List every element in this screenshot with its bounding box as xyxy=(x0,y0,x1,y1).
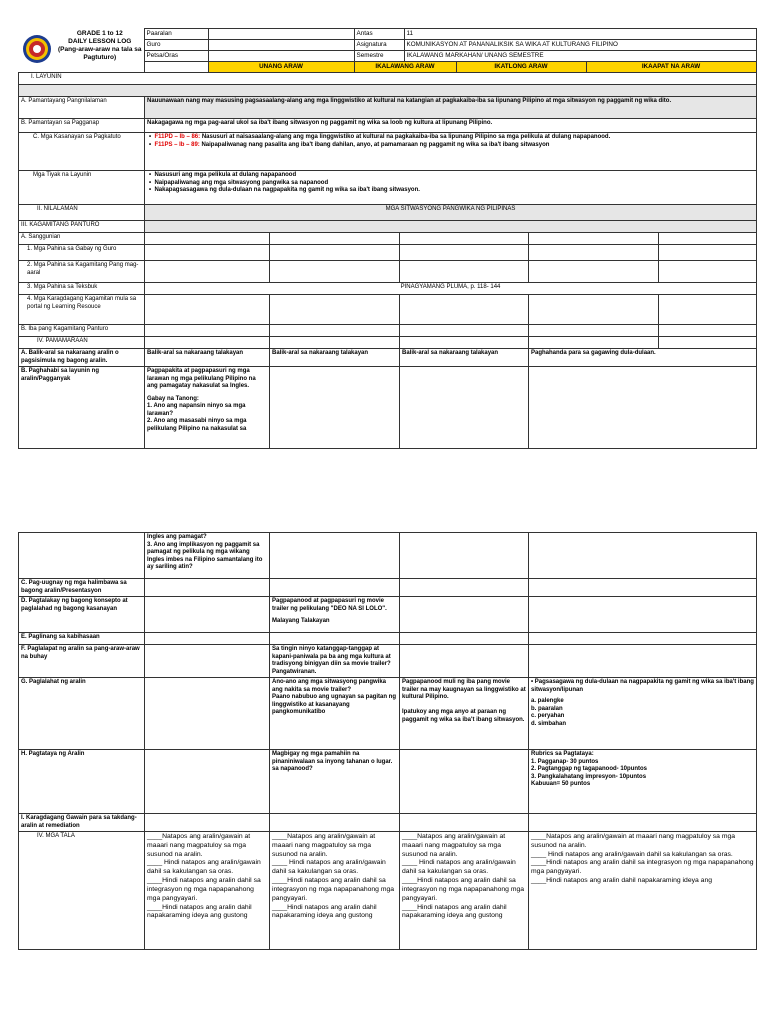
pamantayang-pangnilalaman-text: Nauunawaan nang may masusing pagsasaalang-alang ang mga linggwistiko at kultural na katangian at pagkakaiba-iba sa lipunang Pilipino at mga sitwasyon ng paggamit ng wika dito. xyxy=(145,97,757,119)
gabay-ng-guro-label: 1. Mga Pahina sa Gabay ng Guro xyxy=(19,245,145,261)
day-2-header: IKALAWANG ARAW xyxy=(354,62,456,73)
pagtataya-rubrics: Rubrics sa Pagtataya: 1. Pagganap- 30 puntos 2. Pagtanggap ng tagapanood- 10puntos 3. Pangkalahatang impresyon- 10puntos Kabuuan= 50 puntos xyxy=(529,750,757,814)
paghahabi-day1-intro: Pagpapakita at pagpapasuri ng mga larawan ng mga pelikulang Pilipino na ang pamagatay nakasulat sa Ingles. xyxy=(147,368,256,389)
asignatura-value: KOMUNIKASYON AT PANANALIKSIK SA WIKA AT KULTURANG FILIPINO xyxy=(404,40,756,51)
pamantayang-pangnilalaman-label: A. Pamantayang Pangnilalaman xyxy=(19,97,145,119)
guro-label: Guro xyxy=(144,40,208,51)
guro-value[interactable] xyxy=(208,40,354,51)
tiyak-na-layunin-list xyxy=(145,171,757,205)
nilalaman-text: MGA SITWASYONG PANGWIKA NG PILIPINAS xyxy=(145,205,757,221)
day-header-spacer xyxy=(144,62,208,73)
tiyak-item: • Naipapaliwanag ang mga sitwasyong pangwika sa napanood xyxy=(149,179,329,186)
sanggunian-label: A. Sanggunian xyxy=(19,233,145,245)
balik-aral-day4: Paghahanda para sa gagawing dula-dulaan. xyxy=(529,349,757,367)
shaded-row xyxy=(19,85,757,97)
karagdagang-kagamitan-label: 4. Mga Karagdagang Kagamitan mula sa portal ng Learning Resouce xyxy=(19,295,145,325)
kagamitang-panturo-shade xyxy=(145,221,757,233)
teksbuk-label: 3. Mga Pahina sa Teksbuk xyxy=(19,283,145,295)
paglalapat-label: F. Paglalapat ng aralin sa pang-araw-araw na buhay xyxy=(19,645,145,678)
semestre-value: IKALAWANG MARKAHAN/ UNANG SEMESTRE xyxy=(404,51,756,62)
mga-tala-day4: ____Natapos ang aralin/gawain at maaari nang magpatuloy sa mga susunod na aralin. ____ Hindi natapos ang aralin/gawain dahil sa kakulangan sa oras. ____Hindi natapos ang aralin dahil sa integrasyon ng mga napapanahong mga pangyayari. ____Hindi natapos ang aralin dahil napakaraming ideya ang xyxy=(529,832,757,950)
pag-uugnay-label: C. Pag-uugnay ng mga halimbawa sa bagong aralin/Presentasyon xyxy=(19,579,145,597)
karagdagang-gawain-label: I. Karagdagang Gawain para sa takdang-aralin at remediation xyxy=(19,814,145,832)
day-4-header: IKAAPAT NA ARAW xyxy=(586,62,756,73)
mga-tala-day2: ____Natapos ang aralin/gawain at maaari nang magpatuloy sa mga susunod na aralin. ____ Hindi natapos ang aralin/gawain dahil sa kakulangan sa oras. ____Hindi natapos ang aralin dahil sa integrasyon ng mga napapanahong mga pangyayari. ____Hindi natapos ang aralin dahil napakaraming ideya ang gustong xyxy=(270,832,400,950)
paglalapat-day2: Sa tingin ninyo katanggap-tanggap at kapani-paniwala pa ba ang mga kultura at tradisyong binigyan diin sa movie trailer? Pangatwiranan. xyxy=(270,645,400,678)
paaralan-value[interactable] xyxy=(208,29,354,40)
kasanayan-item-2: • F11PS – Ib – 89: Naipapaliwanag nang pasalita ang iba't ibang dahilan, anyo, at pamamaraan ng paggamit ng wika sa iba't ibang sitwasyon xyxy=(149,141,550,148)
paglalahat-day2: Ano-ano ang mga sitwasyong pangwika ang nakita sa movie trailer? Paano nabubuo ang ugnayan sa pagitan ng linggwistiko at kasanayang pangkomunikatibo xyxy=(270,678,400,750)
pamantayan-sa-pagganap-label: B. Pamantayan sa Pagganap xyxy=(19,119,145,133)
antas-value: 11 xyxy=(404,29,756,40)
malayang-talakayan: Malayang Talakayan xyxy=(272,618,330,624)
paglalahat-label: G. Paglalahat ng aralin xyxy=(19,678,145,750)
iba-pang-kagamitan-label: B. Iba pang Kagamitang Panturo xyxy=(19,325,145,337)
tiyak-na-layunin-label: Mga Tiyak na Layunin xyxy=(19,171,145,205)
dll-table-body1 xyxy=(18,72,757,449)
asignatura-label: Asignatura xyxy=(354,40,404,51)
paghahabi-cont-label xyxy=(19,533,145,579)
day-1-header: UNANG ARAW xyxy=(208,62,354,73)
pamamaraan-label: IV. PAMAMARAAN xyxy=(19,337,145,349)
page-1 xyxy=(18,28,756,449)
paghahabi-label: B. Paghahabi sa layunin ng aralin/Pagganyak xyxy=(19,367,145,449)
tiyak-item: • Nakapagsasagawa ng dula-dulaan na nagpapakita ng gamit ng wika sa iba't ibang sitwasyon. xyxy=(149,187,420,193)
petsa-label: Petsa/Oras xyxy=(144,51,208,62)
nilalaman-label: II. NILALAMAN xyxy=(19,205,145,221)
teksbuk-text: PINAGYAMANG PLUMA, p. 118- 144 xyxy=(145,283,757,295)
paglalahat-day3: Pagpapanood muli ng iba pang movie trailer na may kaugnayan sa linggwistiko at kultural Pilipino. Ipatukoy ang mga anyo at paraan ng paggamit ng wika sa iba't ibang sitwasyon. xyxy=(400,678,529,750)
kasanayan-text xyxy=(145,133,757,171)
mga-tala-day1: ____Natapos ang aralin/gawain at maaari nang magpatuloy sa mga susunod na aralin. ____ Hindi natapos ang aralin/gawain dahil sa kakulangan sa oras. ____Hindi natapos ang aralin dahil sa integrasyon ng mga napapanahong mga pangyayari. ____Hindi natapos ang aralin dahil napakaraming ideya ang gustong xyxy=(145,832,270,950)
pagtataya-label: H. Pagtataya ng Aralin xyxy=(19,750,145,814)
balik-aral-day2: Balik-aral sa nakaraang talakayan xyxy=(270,349,400,367)
balik-aral-day1: Balik-aral sa nakaraang talakayan xyxy=(145,349,270,367)
pagtalakay-day2-text: Pagpapanood at pagpapasuri ng movie trailer ng pelikulang "DEO NA SI LOLO". xyxy=(272,598,387,612)
paaralan-label: Paaralan xyxy=(144,29,208,40)
paglalahat-day4-head: • Pagsasagawa ng dula-dulaan na nagpapakita ng gamit ng wika sa iba't ibang sitwasyon/lipunan xyxy=(531,679,754,693)
dll-title: GRADE 1 to 12 DAILY LESSON LOG (Pang-araw-araw na tala sa Pagtuturo) xyxy=(58,29,142,61)
gabay-questions: 1. Ano ang napansin ninyo sa mga larawan? 2. Ano ang masasabi ninyo sa mga pelikulang Pilipino na nakasulat sa xyxy=(147,403,247,432)
pagtalakay-day2 xyxy=(270,597,400,633)
balik-aral-label: A. Balik-aral sa nakaraang aralin o pagsisimula ng bagong aralin. xyxy=(19,349,145,367)
kagamitang-pang-mag-aaral-label: 2. Mga Pahina sa Kagamitang Pang mag-aaral xyxy=(19,261,145,283)
page-2 xyxy=(18,532,756,950)
antas-label: Antas xyxy=(354,29,404,40)
deped-seal-icon xyxy=(22,34,52,64)
paglalahat-day4 xyxy=(529,678,757,750)
dll-table-part2 xyxy=(18,532,757,950)
kagamitang-panturo-label: III. KAGAMITANG PANTURO xyxy=(19,221,145,233)
petsa-value[interactable] xyxy=(208,51,354,62)
deped-seal xyxy=(18,29,56,73)
pamantayan-sa-pagganap-text: Nakagagawa ng mga pag-aaral ukol sa iba't ibang sitwasyon ng paggamit ng wika sa loob ng kultura at lipunang Pilipino. xyxy=(145,119,757,133)
dll-table-part1 xyxy=(18,28,757,73)
semestre-label: Semestre xyxy=(354,51,404,62)
day-3-header: IKATLONG ARAW xyxy=(456,62,586,73)
gabay-na-tanong: Gabay na Tanong: xyxy=(147,395,199,402)
layunin-heading: I. LAYUNIN xyxy=(19,73,757,85)
mga-tala-label: IV. MGA TALA xyxy=(19,832,145,950)
paglinang-label: E. Paglinang sa kabihasaan xyxy=(19,633,145,645)
pagtalakay-label: D. Pagtalakay ng bagong konsepto at paglalahad ng bagong kasanayan xyxy=(19,597,145,633)
paghahabi-day1 xyxy=(145,367,270,449)
paglalahat-day4-list: a. palengke b. paaralan c. peryahan d. simbahan xyxy=(531,698,567,727)
pagtataya-day2: Magbigay ng mga pamahiin na pinaniniwalaan sa inyong tahanan o lugar. sa napanood? xyxy=(270,750,400,814)
mga-tala-day3: ____Natapos ang aralin/gawain at maaari nang magpatuloy sa mga susunod na aralin. ____ Hindi natapos ang aralin/gawain dahil sa kakulangan sa oras. ____Hindi natapos ang aralin dahil sa integrasyon ng mga napapanahong mga pangyayari. ____Hindi natapos ang aralin dahil napakaraming ideya ang gustong xyxy=(400,832,529,950)
paghahabi-day1-cont: Ingles ang pamagat? 3. Ano ang implikasyon ng paggamit sa pamagat ng pelikula ng mga wikang Ingles imbes na Filipino samantalang ito ay sariling atin? xyxy=(145,533,270,579)
tiyak-item: • Nasusuri ang mga pelikula at dulang napapanood xyxy=(149,172,297,178)
balik-aral-day3: Balik-aral sa nakaraang talakayan xyxy=(400,349,529,367)
kasanayan-item-1: • F11PD – Ib – 86: Nasusuri at naisasaalang-alang ang mga linggwistiko at kultural na pagkakaiba-iba sa lipunang Pilipino sa mga pelikula at dulang napapanood. xyxy=(149,134,611,140)
kasanayan-label: C. Mga Kasanayan sa Pagkatuto xyxy=(19,133,145,171)
